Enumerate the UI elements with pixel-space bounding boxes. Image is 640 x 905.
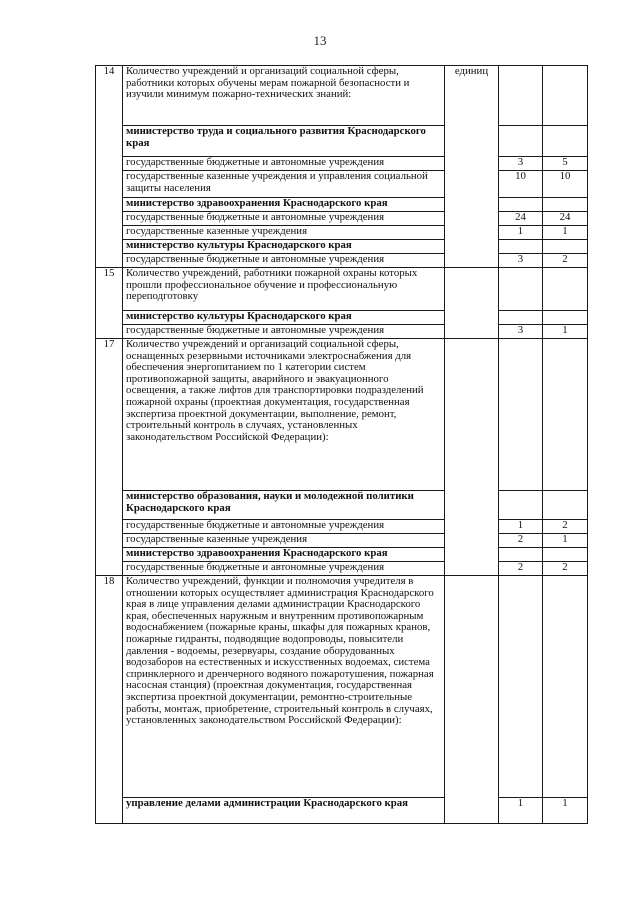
- value-cell-2: 10: [543, 171, 588, 198]
- value-cell-1: [499, 311, 543, 325]
- value-cell-1: 2: [499, 534, 543, 548]
- table-row: [96, 562, 588, 576]
- table-row: [96, 798, 588, 824]
- row-description: государственные бюджетные и автономные учреждения: [123, 520, 445, 534]
- table-row: [96, 311, 588, 325]
- value-cell-2: [543, 491, 588, 520]
- value-cell-1: 1: [499, 520, 543, 534]
- value-cell-1: [499, 66, 543, 126]
- value-cell-1: 1: [499, 798, 543, 824]
- row-description: Количество учреждений, работники пожарной охраны которых прошли профессиональное обучение и профессиональную переподготовку: [123, 268, 445, 311]
- table-row: [96, 325, 588, 339]
- ministry-heading: министерство труда и социального развития Краснодарского края: [123, 126, 445, 157]
- value-cell-2: 5: [543, 157, 588, 171]
- table-row: [96, 491, 588, 520]
- row-description: государственные бюджетные и автономные учреждения: [123, 562, 445, 576]
- table-row: [96, 198, 588, 212]
- table-row: [96, 534, 588, 548]
- value-cell-2: 2: [543, 520, 588, 534]
- indicators-table: [95, 65, 588, 824]
- row-description: государственные бюджетные и автономные учреждения: [123, 212, 445, 226]
- table-row: [96, 548, 588, 562]
- value-cell-2: 2: [543, 562, 588, 576]
- table-row: [96, 126, 588, 157]
- table-row: [96, 254, 588, 268]
- row-description: государственные казенные учреждения: [123, 534, 445, 548]
- row-description: Количество учреждений, функции и полномочия учредителя в отношении которых осуществляет администрация Краснодарского края в лице управления делами администрации Краснодарского края, обеспеченных наружным и внутренним противопожарным водоснабжением (пожарные краны, шкафы для пожарных кранов, пожарные гидранты, подводящие водопроводы, повысители давления - водоемы, резервуары, создание оборудованных водозаборов на естественных и искусственных водоемах, система спринклерного и дренчерного водяного пожаротушения, пожарная насосная станция) (проектная документация, государственная экспертиза проектной документации, ремонтно-строительные работы, монтаж, приобретение, строительный контроль в случаях, установленных законодательством Российской Федерации):: [123, 576, 445, 798]
- table-row: [96, 66, 588, 126]
- row-description: государственные бюджетные и автономные учреждения: [123, 325, 445, 339]
- value-cell-2: [543, 198, 588, 212]
- value-cell-2: 1: [543, 226, 588, 240]
- unit-cell: [445, 576, 499, 824]
- table-row: [96, 157, 588, 171]
- value-cell-1: 3: [499, 157, 543, 171]
- row-description: государственные бюджетные и автономные учреждения: [123, 157, 445, 171]
- value-cell-2: 2: [543, 254, 588, 268]
- ministry-heading: управление делами администрации Краснодарского края: [123, 798, 445, 824]
- ministry-heading: министерство культуры Краснодарского края: [123, 240, 445, 254]
- value-cell-1: 10: [499, 171, 543, 198]
- row-description: Количество учреждений и организаций социальной сферы, работники которых обучены мерам пожарной безопасности и изучили минимум пожарно-технических знаний:: [123, 66, 445, 126]
- value-cell-1: 24: [499, 212, 543, 226]
- ministry-heading: министерство здравоохранения Краснодарского края: [123, 198, 445, 212]
- value-cell-2: [543, 240, 588, 254]
- value-cell-1: [499, 240, 543, 254]
- row-description: государственные казенные учреждения: [123, 226, 445, 240]
- ministry-heading: министерство здравоохранения Краснодарского края: [123, 548, 445, 562]
- value-cell-1: [499, 576, 543, 798]
- unit-cell: [445, 339, 499, 576]
- value-cell-1: 3: [499, 254, 543, 268]
- table-row: [96, 576, 588, 798]
- unit-cell: [445, 268, 499, 339]
- value-cell-1: [499, 491, 543, 520]
- value-cell-2: [543, 576, 588, 798]
- value-cell-2: 1: [543, 534, 588, 548]
- row-description: государственные бюджетные и автономные учреждения: [123, 254, 445, 268]
- value-cell-2: 1: [543, 798, 588, 824]
- table-row: [96, 240, 588, 254]
- value-cell-2: [543, 311, 588, 325]
- table-row: [96, 171, 588, 198]
- value-cell-1: 1: [499, 226, 543, 240]
- value-cell-1: 2: [499, 562, 543, 576]
- value-cell-2: [543, 548, 588, 562]
- ministry-heading: министерство культуры Краснодарского края: [123, 311, 445, 325]
- row-number: 17: [96, 339, 123, 576]
- value-cell-2: 24: [543, 212, 588, 226]
- value-cell-1: [499, 548, 543, 562]
- value-cell-2: [543, 339, 588, 491]
- row-number: 15: [96, 268, 123, 339]
- value-cell-2: 1: [543, 325, 588, 339]
- value-cell-1: [499, 268, 543, 311]
- unit-cell: единиц: [445, 66, 499, 268]
- row-description: государственные казенные учреждения и управления социальной защиты населения: [123, 171, 445, 198]
- value-cell-1: 3: [499, 325, 543, 339]
- table-row: [96, 339, 588, 491]
- value-cell-2: [543, 268, 588, 311]
- value-cell-1: [499, 339, 543, 491]
- table-row: [96, 520, 588, 534]
- ministry-heading: министерство образования, науки и молодежной политики Краснодарского края: [123, 491, 445, 520]
- value-cell-1: [499, 198, 543, 212]
- row-description: Количество учреждений и организаций социальной сферы, оснащенных резервными источниками электроснабжения для обеспечения энергопитанием по 1 категории систем противопожарной защиты, аварийного и эвакуационного освещения, а также лифтов для транспортировки подразделений пожарной охраны (проектная документация, государственная экспертиза проектной документации, выполнение, ремонт, строительный контроль в случаях, установленных законодательством Российской Федерации):: [123, 339, 445, 491]
- value-cell-2: [543, 66, 588, 126]
- table-row: [96, 226, 588, 240]
- table-row: [96, 212, 588, 226]
- row-number: 14: [96, 66, 123, 268]
- table-row: [96, 268, 588, 311]
- page-number: 13: [313, 33, 327, 48]
- value-cell-1: [499, 126, 543, 157]
- value-cell-2: [543, 126, 588, 157]
- row-number: 18: [96, 576, 123, 824]
